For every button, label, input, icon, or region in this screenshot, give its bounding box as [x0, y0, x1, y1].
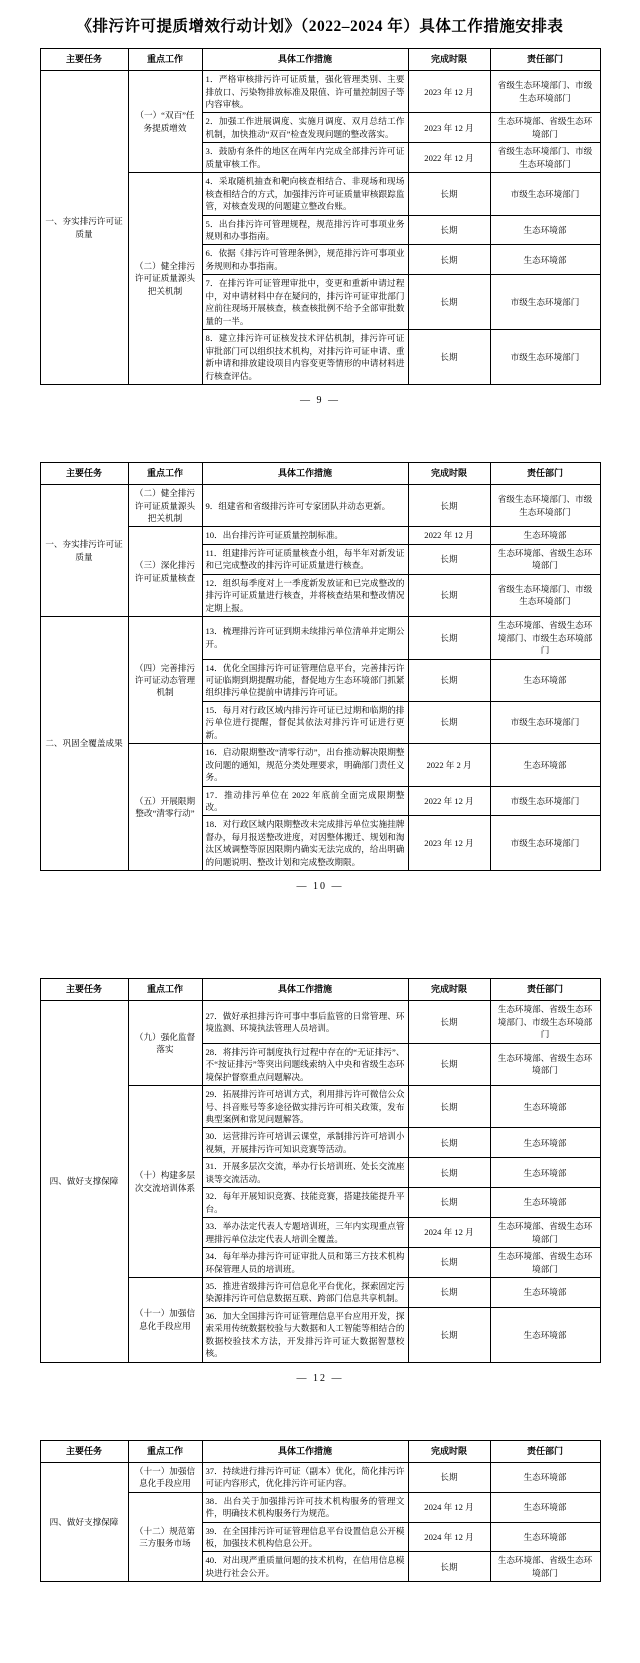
measures-table-page-2: [40, 462, 601, 871]
cell-deadline: 长期: [408, 1128, 490, 1158]
cell-measure: 27．做好承担排污许可事中事后监管的日常管理、环境监测、环境执法管理人员培训。: [202, 1001, 408, 1043]
column-header-key-work: 重点工作: [128, 49, 202, 71]
cell-deadline: 2024 年 12 月: [408, 1522, 490, 1552]
column-header-measure: 具体工作措施: [202, 463, 408, 485]
cell-deadline: 长期: [408, 659, 490, 701]
cell-measure: 33．举办法定代表人专题培训班，三年内实现重点管理排污单位法定代表人培训全覆盖。: [202, 1218, 408, 1248]
table-row: [40, 1462, 600, 1492]
cell-measure: 4．采取随机抽查和靶向核查相结合、非现场和现场核查相结合的方式，加强排污许可证质量审核跟踪监管，对核查发现的问题建立整改台账。: [202, 173, 408, 215]
cell-dept: 生态环境部: [490, 1462, 600, 1492]
cell-dept: 生态环境部: [490, 659, 600, 701]
page-title: 《排污许可提质增效行动计划》（2022–2024 年）具体工作措施安排表: [76, 18, 564, 35]
column-header-measure: 具体工作措施: [202, 1440, 408, 1462]
cell-deadline: 长期: [408, 245, 490, 275]
page-break-gap: [0, 406, 640, 462]
measures-table-page-1: [40, 48, 601, 385]
cell-deadline: 2024 年 12 月: [408, 1492, 490, 1522]
cell-task: 一、夯实排污许可证质量: [40, 71, 128, 385]
column-header-deadline: 完成时限: [408, 1440, 490, 1462]
cell-dept: 生态环境部: [490, 245, 600, 275]
cell-key-work: （十）构建多层次交流培训体系: [128, 1086, 202, 1278]
cell-dept: 生态环境部: [490, 1277, 600, 1307]
cell-key-work: （二）健全排污许可证质量源头把关机制: [128, 485, 202, 527]
cell-dept: 生态环境部、省级生态环境部门: [490, 1218, 600, 1248]
cell-deadline: 长期: [408, 1552, 490, 1582]
cell-key-work: （九）强化监督落实: [128, 1001, 202, 1086]
cell-measure: 6．依据《排污许可管理条例》，规范排污许可事项业务规则和办事指南。: [202, 245, 408, 275]
cell-measure: 37．持续进行排污许可证（副本）优化，简化排污许可证内容形式，优化排污许可证内容。: [202, 1462, 408, 1492]
cell-measure: 31．开展多层次交流，举办行长培训班、处长交流座谈等交流活动。: [202, 1158, 408, 1188]
cell-dept: 生态环境部: [490, 1188, 600, 1218]
cell-key-work: （二）健全排污许可证质量源头把关机制: [128, 173, 202, 385]
cell-deadline: 长期: [408, 330, 490, 385]
cell-measure: 14．优化全国排污许可证管理信息平台，完善排污许可证临期到期提醒功能，督促地方生态环境部门抓紧组织排污单位提前申请排污许可证。: [202, 659, 408, 701]
cell-measure: 39．在全国排污许可证管理信息平台设置信息公开模板，加强技术机构信息公开。: [202, 1522, 408, 1552]
cell-key-work: （三）深化排污许可证质量核查: [128, 527, 202, 617]
cell-measure: 3．鼓励有条件的地区在两年内完成全部排污许可证质量审核工作。: [202, 143, 408, 173]
cell-dept: 生态环境部: [490, 215, 600, 245]
cell-dept: 市级生态环境部门: [490, 786, 600, 816]
cell-deadline: 长期: [408, 215, 490, 245]
cell-deadline: 2023 年 12 月: [408, 71, 490, 113]
cell-measure: 8．建立排污许可证核发技术评估机制，排污许可证审批部门可以组织技术机构，对排污许可证申请、重新申请和排放建设项目内容变更等情形的申请材料进行核查评估。: [202, 330, 408, 385]
cell-measure: 11．组建排污许可证质量核查小组，每半年对新发证和已完成整改的排污许可证质量进行核查。: [202, 544, 408, 574]
cell-measure: 29．拓展排污许可培训方式，利用排污许可微信公众号、抖音账号等多途径做实排污许可相关政策，发布典型案例和常见问题解答。: [202, 1086, 408, 1128]
table-header-row: [40, 463, 600, 485]
cell-task: 一、夯实排污许可证质量: [40, 485, 128, 617]
column-header-dept: 责任部门: [490, 1440, 600, 1462]
cell-dept: 生态环境部: [490, 1128, 600, 1158]
cell-measure: 5．出台排污许可管理规程，规范排污许可事项业务规则和办事指南。: [202, 215, 408, 245]
column-header-key-work: 重点工作: [128, 979, 202, 1001]
column-header-dept: 责任部门: [490, 463, 600, 485]
page-break-gap: [0, 1384, 640, 1440]
page-number-2: — 10 —: [296, 881, 344, 893]
column-header-task: 主要任务: [40, 49, 128, 71]
cell-deadline: 2023 年 12 月: [408, 113, 490, 143]
cell-dept: 生态环境部: [490, 744, 600, 786]
column-header-dept: 责任部门: [490, 979, 600, 1001]
cell-measure: 1．严格审核排污许可证质量，强化管理类别、主要排放口、污染物排放标准及限值、许可量控制因子等内容审核。: [202, 71, 408, 113]
cell-measure: 17．推动排污单位在 2022 年底前全面完成限期整改。: [202, 786, 408, 816]
cell-deadline: 长期: [408, 544, 490, 574]
cell-measure: 10．出台排污许可证质量控制标准。: [202, 527, 408, 544]
table-row: [40, 1001, 600, 1043]
cell-dept: 生态环境部: [490, 1522, 600, 1552]
cell-key-work: （五）开展限期整改“清零行动”: [128, 744, 202, 871]
table-row: [40, 71, 600, 113]
cell-dept: 市级生态环境部门: [490, 330, 600, 385]
cell-deadline: 2022 年 12 月: [408, 143, 490, 173]
cell-dept: 生态环境部、省级生态环境部门: [490, 544, 600, 574]
page-number-3: — 12 —: [296, 1372, 344, 1384]
cell-measure: 16．启动限期整改“清零行动”，出台推动解决限期整改问题的通知，规范分类处理要求，明确部门责任义务。: [202, 744, 408, 786]
cell-measure: 35．推进省级排污许可信息化平台优化，探索固定污染源排污许可信息数据互联、跨部门信息共享机制。: [202, 1277, 408, 1307]
table-row: [40, 617, 600, 659]
cell-deadline: 2024 年 12 月: [408, 1218, 490, 1248]
cell-deadline: 长期: [408, 1277, 490, 1307]
cell-task: 二、巩固全覆盖成果: [40, 617, 128, 871]
cell-dept: 市级生态环境部门: [490, 275, 600, 330]
column-header-key-work: 重点工作: [128, 463, 202, 485]
cell-deadline: 长期: [408, 1248, 490, 1278]
cell-measure: 32．每年开展知识竞赛、技能竞赛，搭建技能提升平台。: [202, 1188, 408, 1218]
cell-deadline: 长期: [408, 1043, 490, 1085]
cell-measure: 28．将排污许可制度执行过程中存在的“无证排污”、不“按证排污”等突出问题线索纳入中央和省级生态环境保护督察重点问题解决。: [202, 1043, 408, 1085]
cell-dept: 省级生态环境部门、市级生态环境部门: [490, 71, 600, 113]
cell-measure: 34．每年举办排污许可证审批人员和第三方技术机构环保管理人员的培训班。: [202, 1248, 408, 1278]
column-header-deadline: 完成时限: [408, 979, 490, 1001]
cell-measure: 9．组建省和省级排污许可专家团队并动态更新。: [202, 485, 408, 527]
cell-measure: 12．组织每季度对上一季度新发放证和已完成整改的排污许可证质量进行核查，并将核查结果和整改情况定期上报。: [202, 574, 408, 616]
cell-key-work: （一）“双百”任务提质增效: [128, 71, 202, 173]
cell-dept: 生态环境部、省级生态环境部门、市级生态环境部门: [490, 617, 600, 659]
table-header-row: [40, 49, 600, 71]
cell-measure: 30．运营排污许可培训云课堂，承制排污许可培训小视频，开展排污许可知识竞赛等活动。: [202, 1128, 408, 1158]
measures-table-page-3: [40, 978, 601, 1362]
cell-key-work: （十一）加强信息化手段应用: [128, 1462, 202, 1492]
column-header-key-work: 重点工作: [128, 1440, 202, 1462]
cell-dept: 生态环境部、省级生态环境部门: [490, 1552, 600, 1582]
table-header-row: [40, 979, 600, 1001]
cell-deadline: 2022 年 2 月: [408, 744, 490, 786]
cell-dept: 省级生态环境部门、市级生态环境部门: [490, 485, 600, 527]
measures-table-page-4: [40, 1440, 601, 1583]
column-header-dept: 责任部门: [490, 49, 600, 71]
cell-dept: 生态环境部: [490, 1158, 600, 1188]
cell-deadline: 长期: [408, 617, 490, 659]
column-header-measure: 具体工作措施: [202, 49, 408, 71]
cell-key-work: （四）完善排污许可证动态管理机制: [128, 617, 202, 744]
cell-dept: 生态环境部、省级生态环境部门、市级生态环境部门: [490, 1001, 600, 1043]
cell-measure: 18．对行政区域内限期整改未完成排污单位实施挂牌督办，每月报送整改进度，对因整体搬迁、规划和淘汰区域调整等原因限期内确实无法完成的，给出明确的问题说明、整改计划和完成整改期限。: [202, 816, 408, 871]
cell-deadline: 长期: [408, 1086, 490, 1128]
cell-deadline: 长期: [408, 1158, 490, 1188]
column-header-deadline: 完成时限: [408, 463, 490, 485]
cell-measure: 36．加大全国排污许可证管理信息平台应用开发，探索采用传统数据校验与大数据和人工智能等相结合的数据校验技术方法，开发排污许可证大数据智慧校核。: [202, 1307, 408, 1362]
column-header-measure: 具体工作措施: [202, 979, 408, 1001]
column-header-task: 主要任务: [40, 463, 128, 485]
cell-deadline: 长期: [408, 701, 490, 743]
table-header-row: [40, 1440, 600, 1462]
cell-measure: 40．对出现严重质量问题的技术机构，在信用信息模块进行社会公开。: [202, 1552, 408, 1582]
cell-deadline: 2023 年 12 月: [408, 816, 490, 871]
column-header-task: 主要任务: [40, 1440, 128, 1462]
page-break-gap: [0, 892, 640, 978]
cell-deadline: 长期: [408, 1188, 490, 1218]
column-header-task: 主要任务: [40, 979, 128, 1001]
cell-deadline: 长期: [408, 1462, 490, 1492]
cell-dept: 生态环境部: [490, 1086, 600, 1128]
cell-dept: 省级生态环境部门、市级生态环境部门: [490, 143, 600, 173]
cell-deadline: 长期: [408, 1001, 490, 1043]
cell-deadline: 长期: [408, 574, 490, 616]
cell-measure: 15．每月对行政区域内排污许可证已过期和临期的排污单位进行提醒，督促其依法对排污许可证进行更新。: [202, 701, 408, 743]
cell-dept: 生态环境部、省级生态环境部门: [490, 1043, 600, 1085]
cell-key-work: （十二）规范第三方服务市场: [128, 1492, 202, 1582]
cell-dept: 省级生态环境部门、市级生态环境部门: [490, 574, 600, 616]
cell-dept: 生态环境部、省级生态环境部门: [490, 1248, 600, 1278]
cell-deadline: 2022 年 12 月: [408, 786, 490, 816]
page-number-1: — 9 —: [300, 395, 340, 407]
cell-deadline: 长期: [408, 1307, 490, 1362]
cell-measure: 13．梳理排污许可证到期未续排污单位清单并定期公开。: [202, 617, 408, 659]
cell-task: 四、做好支撑保障: [40, 1462, 128, 1582]
cell-dept: 市级生态环境部门: [490, 816, 600, 871]
table-row: [40, 485, 600, 527]
cell-measure: 38．出台关于加强排污许可技术机构服务的管理文件，明确技术机构服务行为规范。: [202, 1492, 408, 1522]
cell-deadline: 2022 年 12 月: [408, 527, 490, 544]
cell-dept: 生态环境部: [490, 1492, 600, 1522]
cell-dept: 生态环境部: [490, 1307, 600, 1362]
column-header-deadline: 完成时限: [408, 49, 490, 71]
cell-dept: 市级生态环境部门: [490, 173, 600, 215]
cell-measure: 2．加强工作进展调度、实施月调度、双月总结工作机制，加快推动“双百”检查发现问题的整改落实。: [202, 113, 408, 143]
cell-dept: 市级生态环境部门: [490, 701, 600, 743]
cell-deadline: 长期: [408, 275, 490, 330]
cell-key-work: （十一）加强信息化手段应用: [128, 1277, 202, 1362]
cell-deadline: 长期: [408, 173, 490, 215]
cell-measure: 7．在排污许可证管理审批中，变更和重新申请过程中，对申请材料中存在疑问的，排污许可证审批部门应前往现场开展核查，核查核批例不给予全部审批数量的一半。: [202, 275, 408, 330]
cell-dept: 生态环境部: [490, 527, 600, 544]
cell-task: 四、做好支撑保障: [40, 1001, 128, 1362]
cell-deadline: 长期: [408, 485, 490, 527]
cell-dept: 生态环境部、省级生态环境部门: [490, 113, 600, 143]
